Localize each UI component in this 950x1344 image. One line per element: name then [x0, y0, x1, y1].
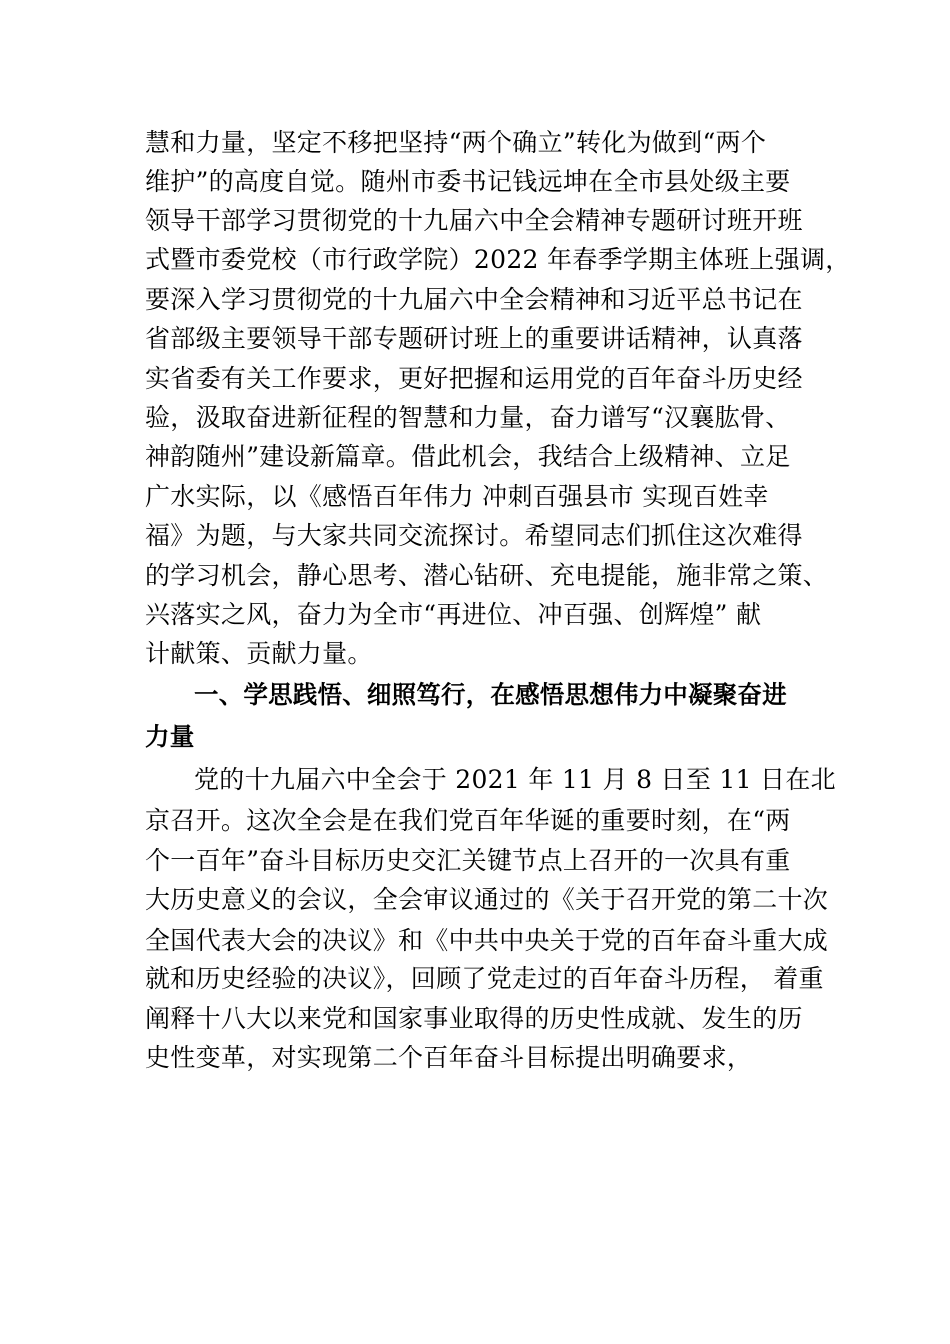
paragraph-line: 兴落实之风，奋力为全市“再进位、冲百强、创辉煌” 献	[145, 600, 762, 629]
paragraph-line: 验，汲取奋进新征程的智慧和力量，奋力谱写“汉襄肱骨、	[145, 403, 791, 432]
paragraph-line: 党的十九届六中全会于 2021 年 11 月 8 日至 11 日在北	[194, 765, 836, 794]
paragraph-line: 计献策、贡献力量。	[145, 639, 373, 668]
paragraph-line: 维护”的高度自觉。随州市委书记钱远坤在全市县处级主要	[145, 167, 791, 196]
paragraph-line: 的学习机会，静心思考、潜心钻研、充电提能，施非常之策、	[145, 561, 829, 590]
paragraph-line: 领导干部学习贯彻党的十九届六中全会精神专题研讨班开班	[145, 206, 803, 235]
paragraph-line: 神韵随州”建设新篇章。借此机会，我结合上级精神、立足	[145, 442, 791, 471]
paragraph-line: 个一百年”奋斗目标历史交汇关键节点上召开的一次具有重	[145, 846, 791, 875]
paragraph-line: 广水实际，以《感悟百年伟力 冲刺百强县市 实现百姓幸	[145, 482, 769, 511]
paragraph-line: 史性变革，对实现第二个百年奋斗目标提出明确要求，	[145, 1043, 753, 1072]
paragraph-line: 就和历史经验的决议》，回顾了党走过的百年奋斗历程， 着重	[145, 964, 824, 993]
paragraph-line: 要深入学习贯彻党的十九届六中全会精神和习近平总书记在	[145, 285, 803, 314]
paragraph-line: 实省委有关工作要求，更好把握和运用党的百年奋斗历史经	[145, 364, 803, 393]
paragraph-line: 京召开。这次全会是在我们党百年华诞的重要时刻，在“两	[145, 806, 791, 835]
section-heading: 力量	[145, 722, 195, 751]
paragraph-line: 阐释十八大以来党和国家事业取得的历史性成就、发生的历	[145, 1004, 803, 1033]
paragraph-line: 式暨市委党校（市行政学院）2022 年春季学期主体班上强调，	[145, 245, 851, 274]
paragraph-line: 省部级主要领导干部专题研讨班上的重要讲话精神，认真落	[145, 324, 803, 353]
section-heading: 一、学思践悟、细照笃行，在感悟思想伟力中凝聚奋进	[194, 680, 787, 709]
paragraph-line: 大历史意义的会议，全会审议通过的《关于召开党的第二十次	[145, 885, 829, 914]
paragraph-line: 慧和力量，坚定不移把坚持“两个确立”转化为做到“两个	[145, 128, 767, 157]
paragraph-line: 福》为题，与大家共同交流探讨。希望同志们抓住这次难得	[145, 521, 803, 550]
paragraph-line: 全国代表大会的决议》和《中共中央关于党的百年奋斗重大成	[145, 926, 829, 955]
